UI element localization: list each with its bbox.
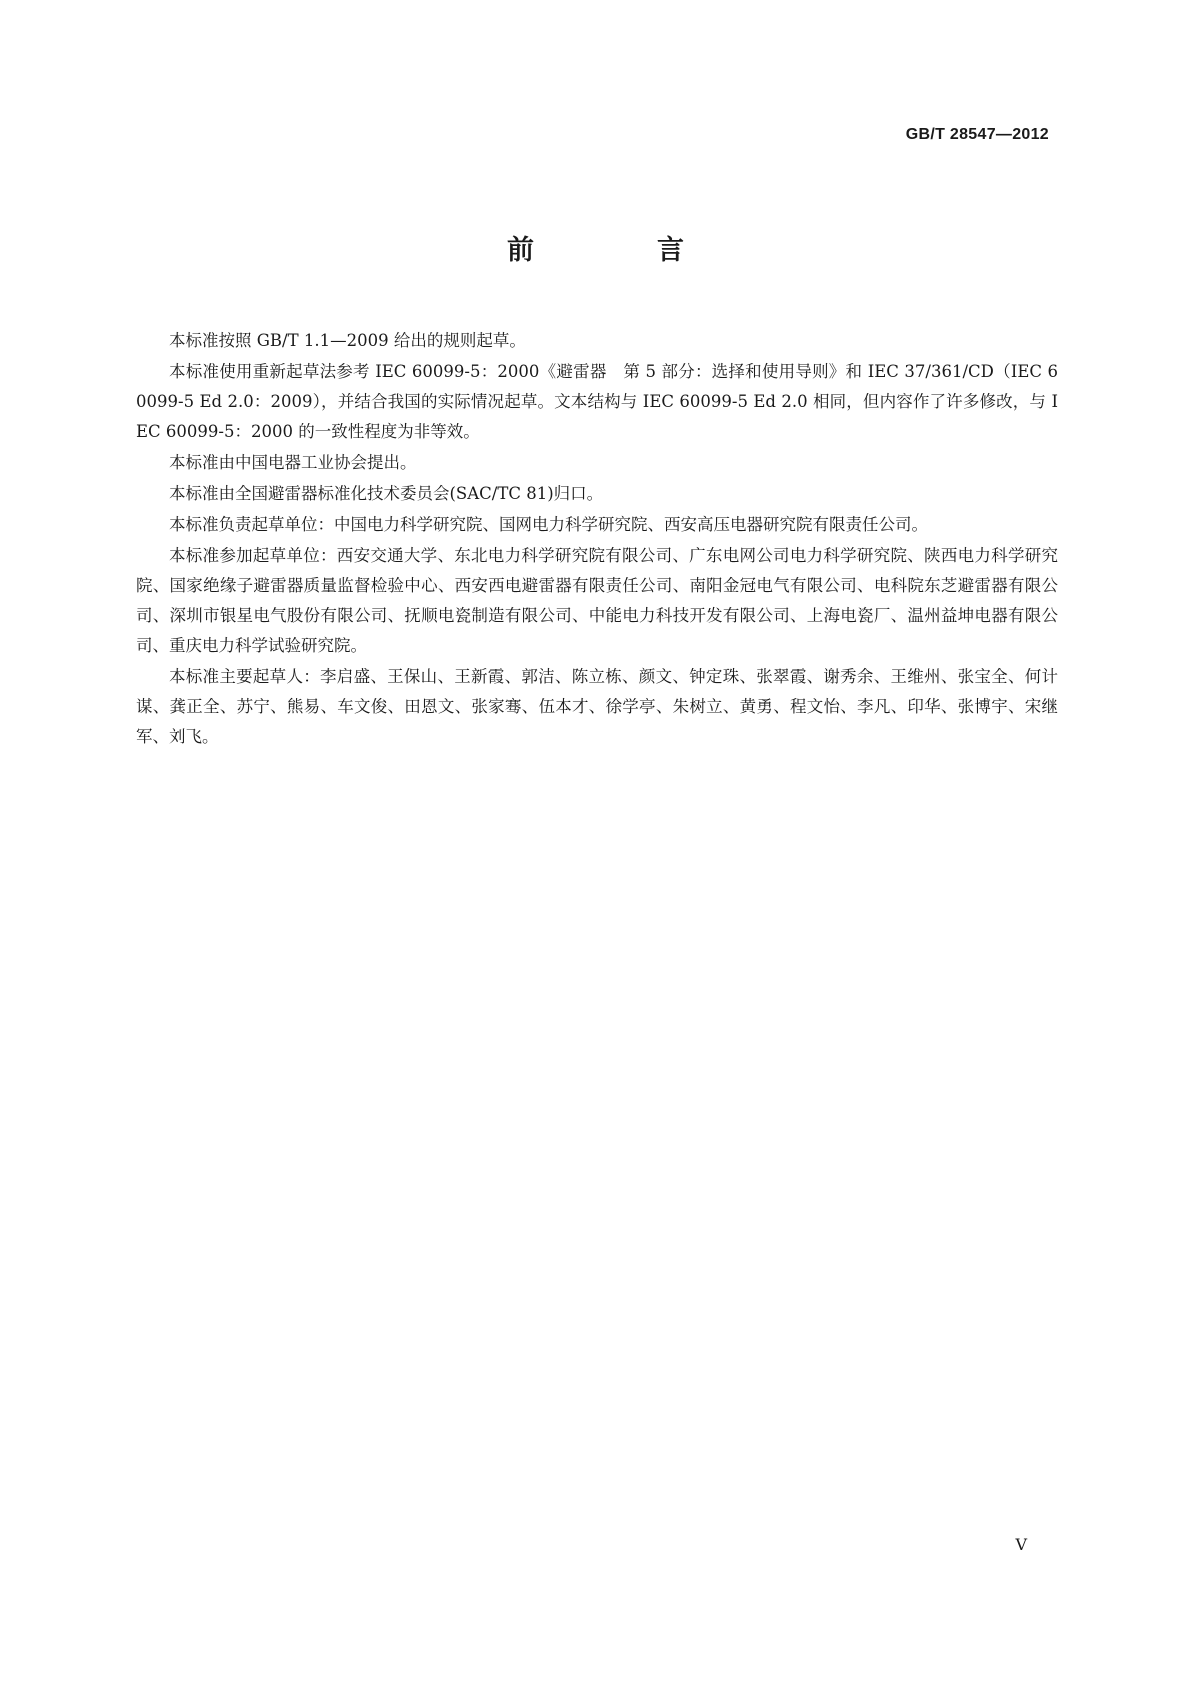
- page-number: V: [1015, 1535, 1027, 1554]
- paragraph-technical-committee: 本标准由全国避雷器标准化技术委员会(SAC/TC 81)归口。: [169, 484, 604, 503]
- standard-number: GB/T 28547—2012: [905, 126, 1049, 143]
- paragraph-participating-drafters: 本标准参加起草单位：西安交通大学、东北电力科学研究院有限公司、广东电网公司电力科学研究院、陕西电力科学研究院、国家绝缘子避雷器质量监督检验中心、西安西电避雷器有限责任公司、南阳金冠电气有限公司、电科院东芝避雷器有限公司、深圳市银星电气股份有限公司、抚顺电瓷制造有限公司、中能电力科技开发有限公司、上海电瓷厂、温州益坤电器有限公司、重庆电力科学试验研究院。: [136, 546, 1058, 655]
- paragraph-reference-standard: 本标准使用重新起草法参考 IEC 60099-5：2000《避雷器 第 5 部分：选择和使用导则》和 IEC 37/361/CD（IEC 60099-5 Ed 2.0：2009），并结合我国的实际情况起草。文本结构与 IEC 60099-5 Ed 2.0 相同，但内容作了许多修改，与 IEC 60099-5：2000 的一致性程度为非等效。: [136, 362, 1058, 441]
- page-title: 前 言: [507, 235, 732, 266]
- paragraph-proposer: 本标准由中国电器工业协会提出。: [169, 453, 417, 472]
- paragraph-main-drafters: 本标准主要起草人：李启盛、王保山、王新霞、郭洁、陈立栋、颜文、钟定珠、张翠霞、谢秀余、王维州、张宝全、何计谋、龚正全、苏宁、熊易、车文俊、田恩文、张家骞、伍本才、徐学亭、朱树立、黄勇、程文怡、李凡、印华、张博宇、宋继军、刘飞。: [136, 667, 1058, 746]
- foreword-body: [136, 326, 1058, 753]
- paragraph-drafting-rules: 本标准按照 GB/T 1.1—2009 给出的规则起草。: [169, 331, 526, 350]
- paragraph-responsible-drafters: 本标准负责起草单位：中国电力科学研究院、国网电力科学研究院、西安高压电器研究院有限责任公司。: [169, 515, 928, 534]
